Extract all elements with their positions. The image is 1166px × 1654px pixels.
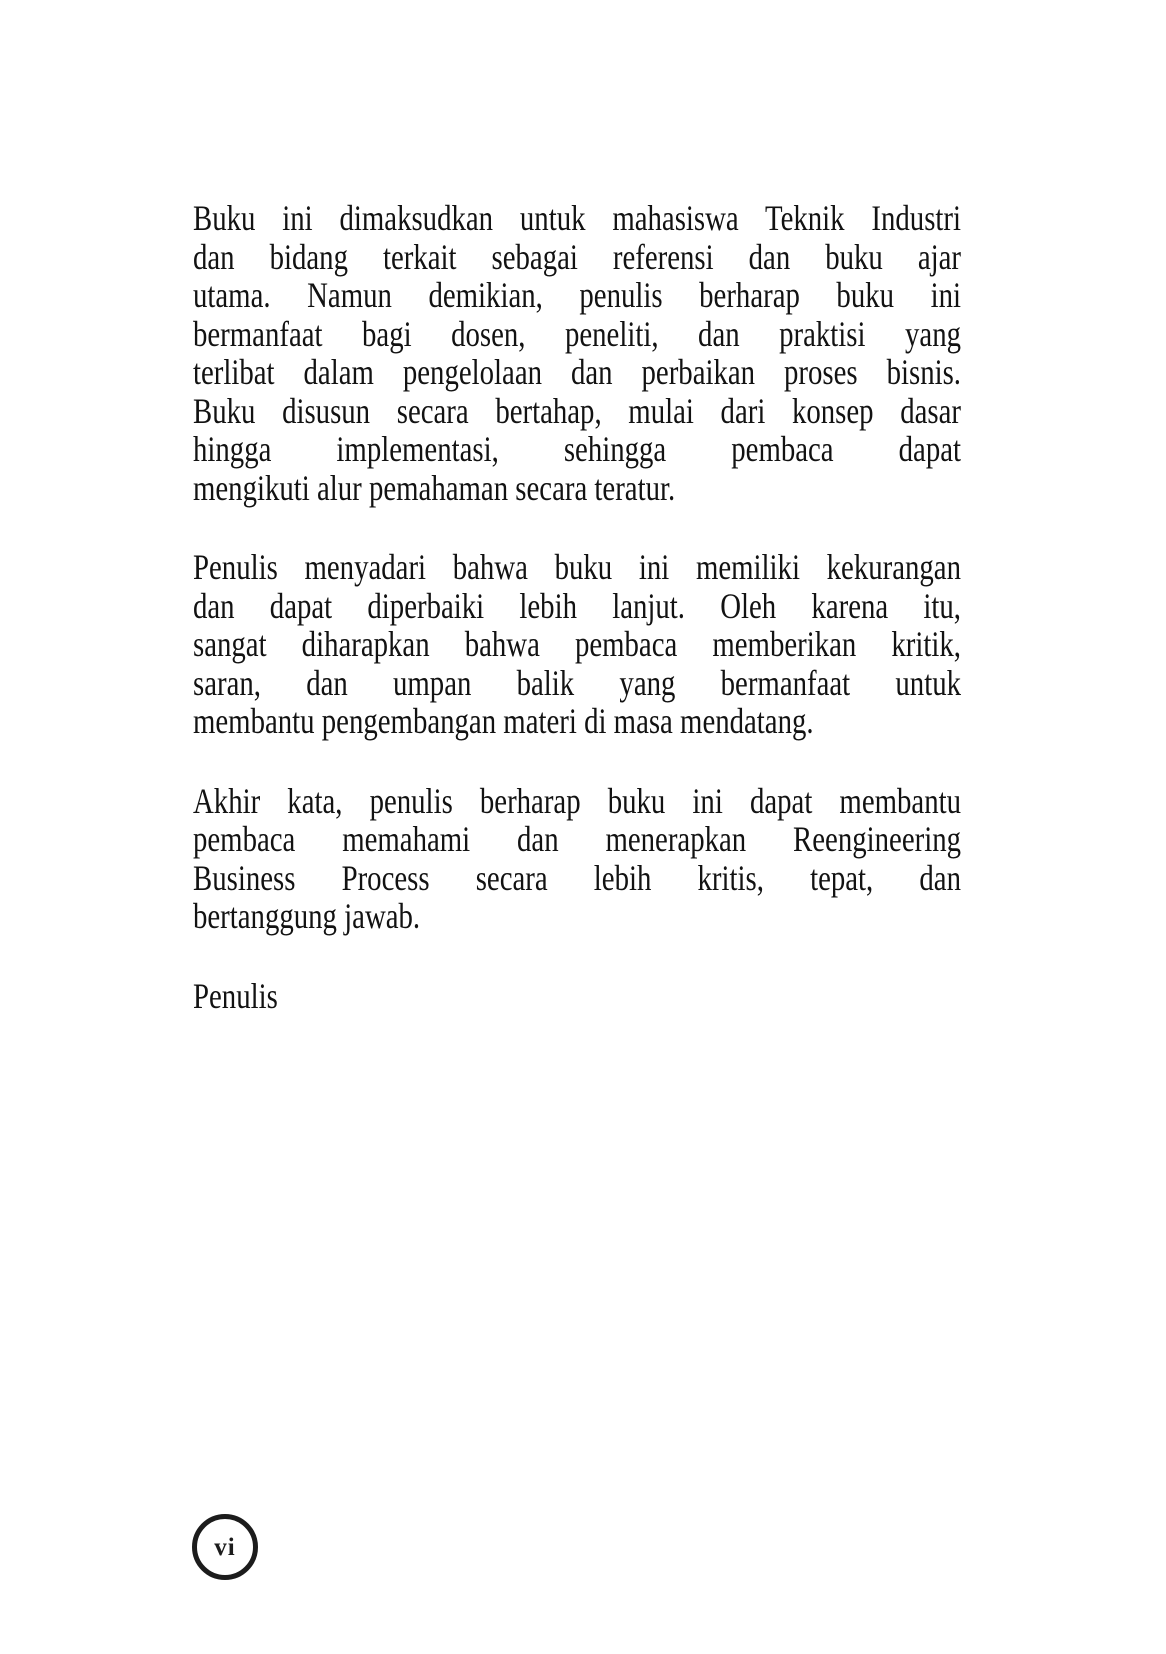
text-line: bermanfaat bagi dosen, peneliti, dan praktisi yang	[193, 313, 961, 354]
paragraph	[193, 548, 961, 741]
text-line: terlibat dalam pengelolaan dan perbaikan proses bisnis.	[193, 352, 961, 392]
text-line: Akhir kata, penulis berharap buku ini dapat membantu	[193, 780, 961, 821]
preface-paragraphs	[193, 199, 961, 936]
paragraph	[193, 782, 961, 936]
text-line: dan dapat diperbaiki lebih lanjut. Oleh karena itu,	[193, 585, 961, 626]
page-number-badge	[192, 1514, 258, 1580]
text-line: utama. Namun demikian, penulis berharap buku ini	[193, 275, 961, 315]
text-line: hingga implementasi, sehingga pembaca dapat	[193, 429, 961, 469]
text-line: bertanggung jawab.	[193, 896, 421, 936]
paragraph	[193, 199, 961, 507]
page-number: vi	[214, 1533, 236, 1561]
text-line: Penulis menyadari bahwa buku ini memiliki kekurangan	[193, 547, 961, 587]
text-line: saran, dan umpan balik yang bermanfaat untuk	[193, 662, 961, 703]
text-line: Business Process secara lebih kritis, tepat, dan	[193, 857, 961, 898]
signature-line: Penulis	[193, 975, 278, 1016]
text-line: Buku disusun secara bertahap, mulai dari konsep dasar	[193, 390, 961, 431]
preface-text-block	[193, 199, 961, 1015]
text-line: sangat diharapkan bahwa pembaca memberikan kritik,	[193, 624, 961, 664]
text-line: dan bidang terkait sebagai referensi dan buku ajar	[193, 236, 961, 277]
text-line: pembaca memahami dan menerapkan Reengineering	[193, 819, 961, 859]
text-line: Buku ini dimaksudkan untuk mahasiswa Teknik Industri	[193, 198, 961, 238]
text-line: mengikuti alur pemahaman secara teratur.	[193, 467, 676, 508]
text-line: membantu pengembangan materi di masa mendatang.	[193, 701, 814, 741]
